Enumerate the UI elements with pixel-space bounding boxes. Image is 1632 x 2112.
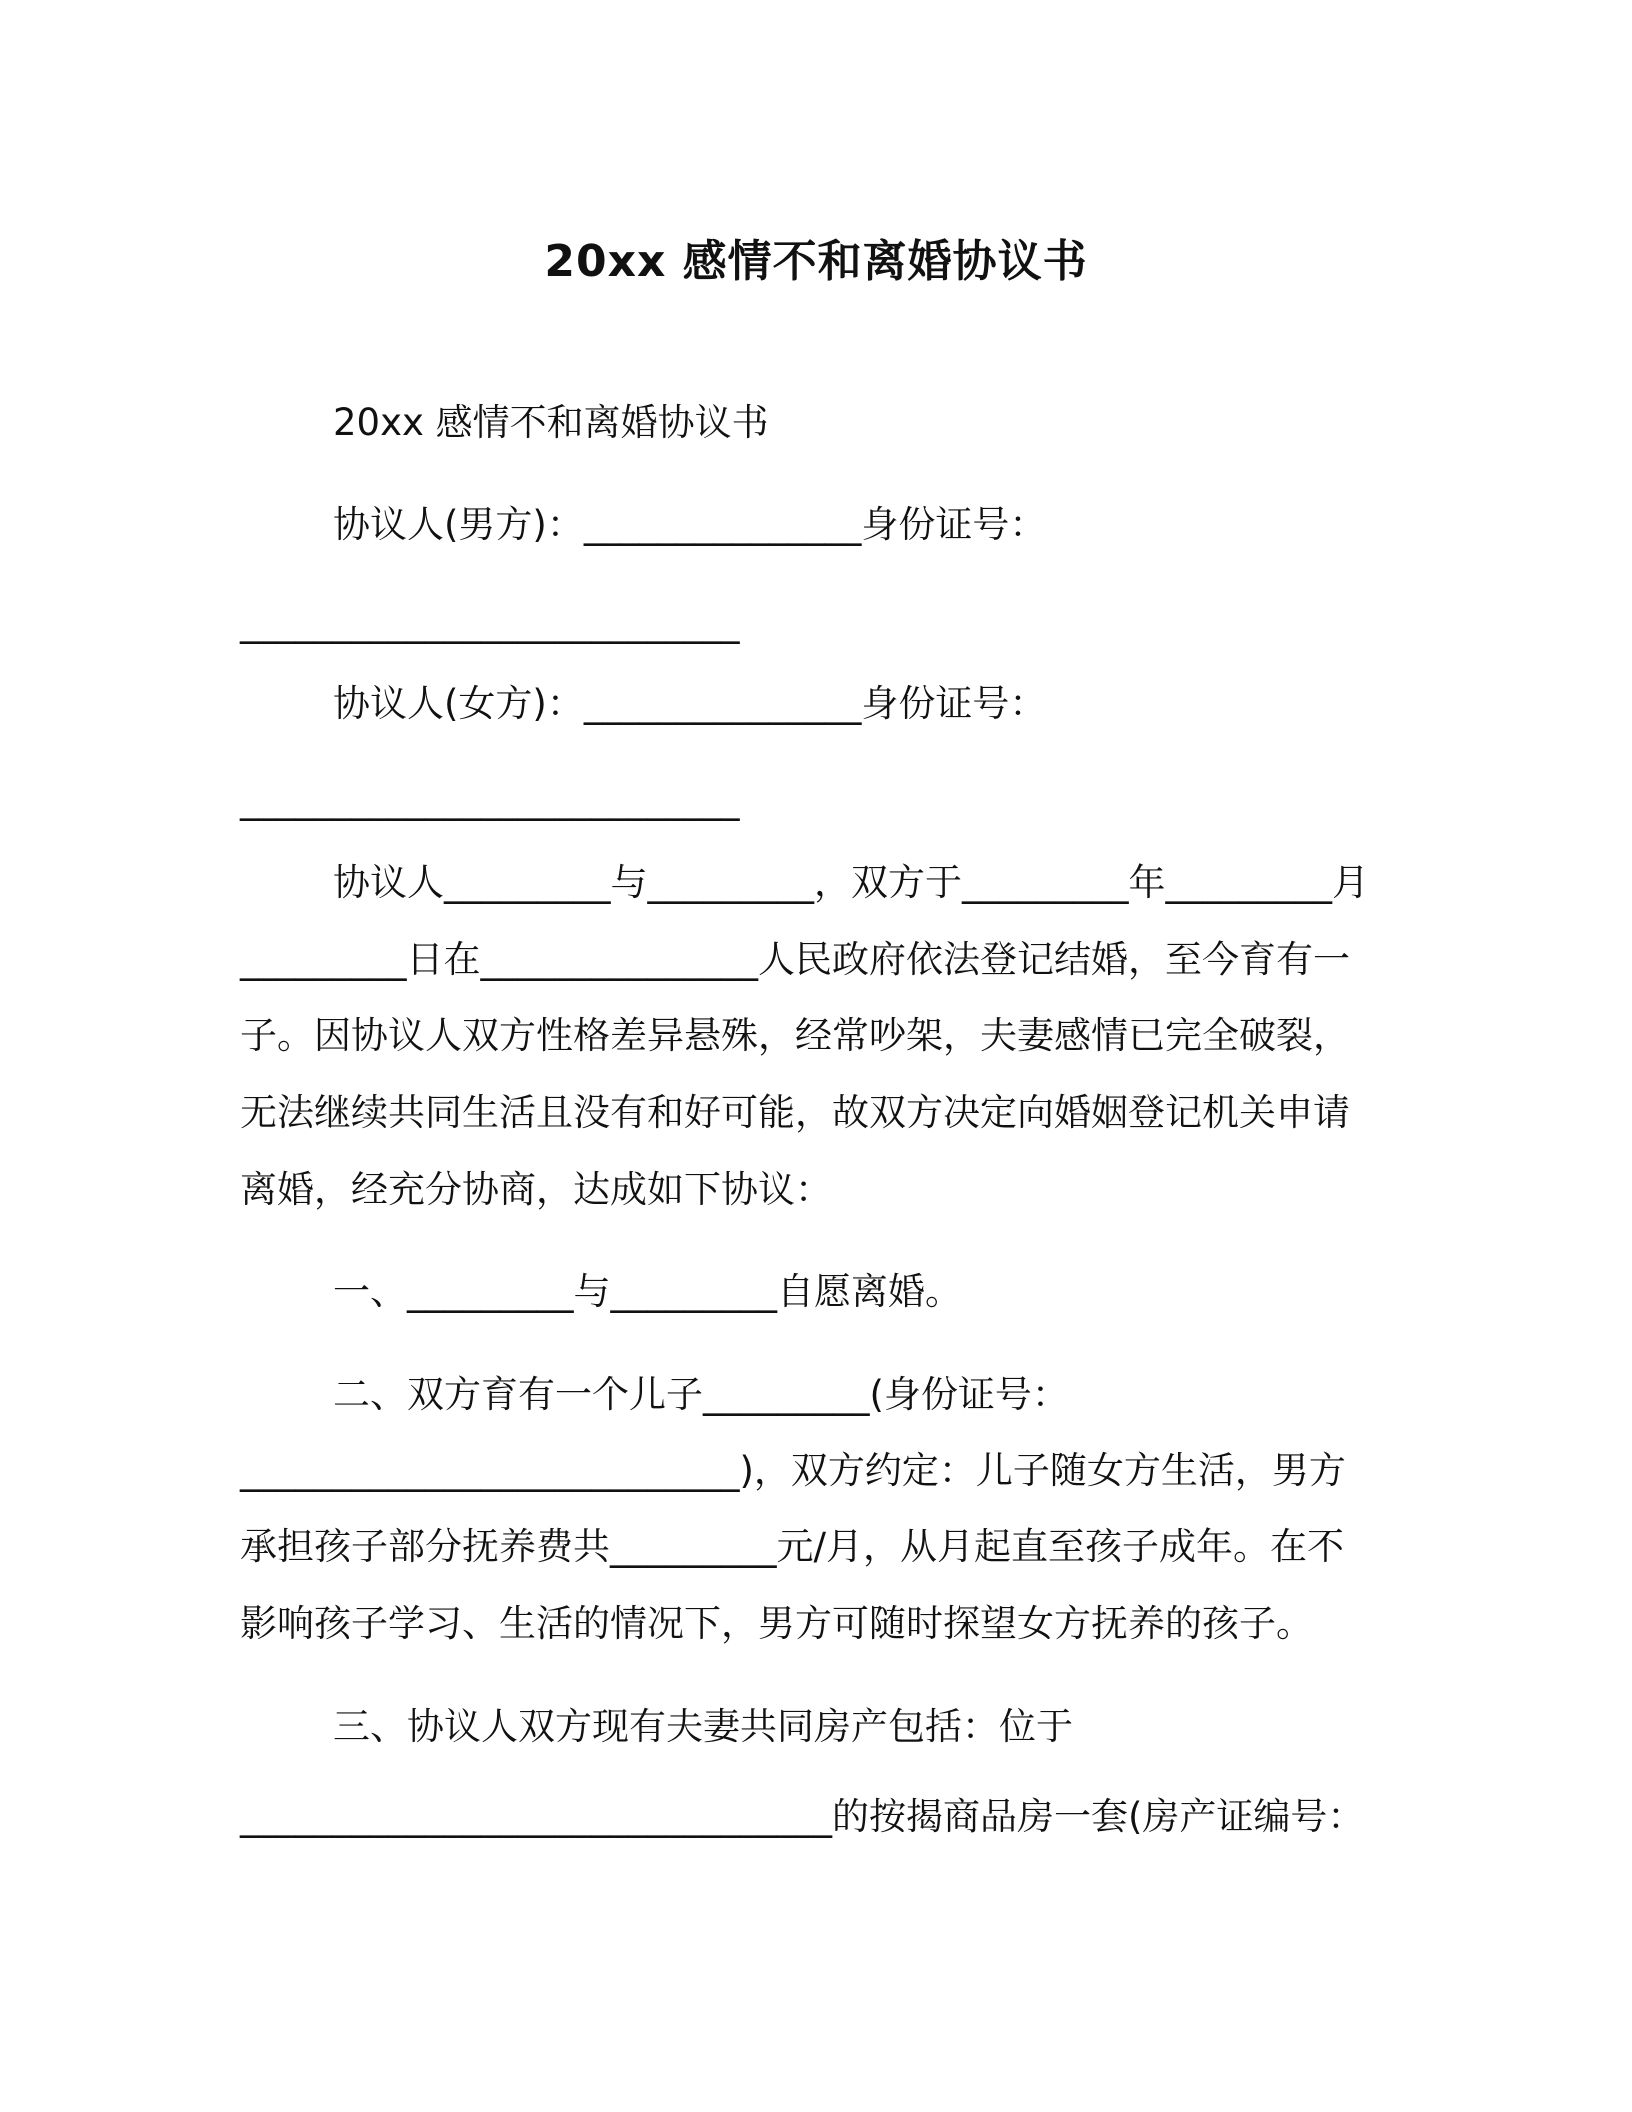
clause-two-line: 二、双方育有一个儿子_________(身份证号： (333, 1373, 1069, 1416)
paragraph-line: 离婚，经充分协商，达成如下协议： (240, 1168, 832, 1211)
paragraph-line: 子。因协议人双方性格差异悬殊，经常吵架，夫妻感情已完全破裂， (240, 1014, 1350, 1057)
subtitle-line: 20xx 感情不和离婚协议书 (333, 401, 769, 444)
paragraph-line: 协议人_________与_________，双方于_________年_________月 (333, 861, 1369, 904)
clause-two-line: 承担孩子部分抚养费共_________元/月，从月起直至孩子成年。在不 (240, 1525, 1344, 1568)
male-party-line: 协议人(男方)：_______________身份证号： (333, 503, 1047, 546)
clause-three-line: 三、协议人双方现有夫妻共同房产包括：位于 (333, 1705, 1073, 1748)
paragraph-line: _________日在_______________人民政府依法登记结婚，至今育有一 (240, 938, 1350, 981)
clause-three-line: ________________________________的按揭商品房一套(房产证编号： (240, 1795, 1365, 1838)
male-id-blank-line: ___________________________ (240, 601, 740, 644)
clause-one-line: 一、_________与_________自愿离婚。 (333, 1270, 962, 1313)
paragraph-line: 无法继续共同生活且没有和好可能，故双方决定向婚姻登记机关申请 (240, 1091, 1350, 1134)
clause-two-line: ___________________________)，双方约定：儿子随女方生活，男方 (240, 1449, 1346, 1492)
document-title: 20xx 感情不和离婚协议书 (544, 236, 1088, 287)
clause-two-line: 影响孩子学习、生活的情况下，男方可随时探望女方抚养的孩子。 (240, 1602, 1313, 1645)
female-id-blank-line: ___________________________ (240, 778, 740, 821)
female-party-line: 协议人(女方)：_______________身份证号： (333, 682, 1047, 725)
